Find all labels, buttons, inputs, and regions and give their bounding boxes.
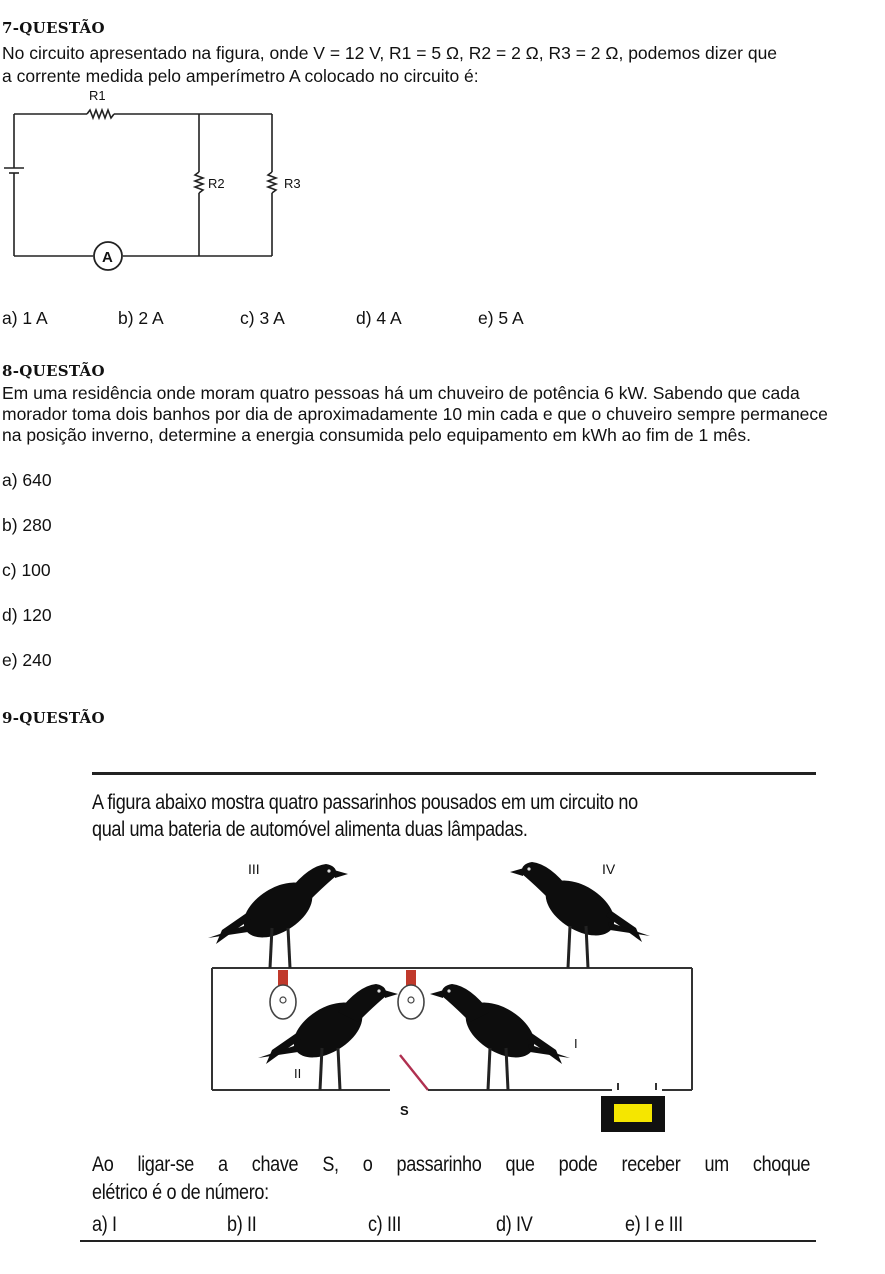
bulb-right — [398, 970, 424, 1019]
q9-question-line2: elétrico é o de número: — [92, 1181, 269, 1204]
q8-option-c[interactable]: c) 100 — [2, 560, 51, 580]
q8-statement-line1: Em uma residência onde moram quatro pessoas há um chuveiro de potência 6 kW. Sabendo que cada — [2, 383, 800, 403]
q7-title: 7-QUESTÃO — [2, 19, 105, 37]
car-battery-label — [614, 1104, 652, 1122]
q9-option-a[interactable]: a) I — [92, 1213, 117, 1236]
r1-label: R1 — [89, 88, 106, 103]
q7-circuit-diagram — [0, 86, 310, 276]
bird-iv — [510, 862, 650, 968]
r1-resistor — [87, 110, 114, 118]
q9-option-b[interactable]: b) II — [227, 1213, 257, 1236]
q7-option-c[interactable]: c) 3 A — [240, 308, 285, 328]
bird-ii-label: II — [294, 1066, 302, 1081]
q9-top-rule — [92, 772, 816, 775]
r3-label: R3 — [284, 176, 301, 191]
q7-option-a[interactable]: a) 1 A — [2, 308, 48, 328]
q9-option-c[interactable]: c) III — [368, 1213, 402, 1236]
q7-option-b[interactable]: b) 2 A — [118, 308, 164, 328]
switch-s-blade — [400, 1055, 428, 1090]
q9-intro-line1: A figura abaixo mostra quatro passarinhos pousados em um circuito no — [92, 791, 638, 814]
q8-title: 8-QUESTÃO — [2, 362, 105, 380]
q9-question-line1: Ao ligar-se a chave S, o passarinho que pode receber um choque — [92, 1153, 811, 1176]
q9-title: 9-QUESTÃO — [2, 709, 105, 727]
bulb-left — [270, 970, 296, 1019]
q8-option-d[interactable]: d) 120 — [2, 605, 52, 625]
q8-option-a[interactable]: a) 640 — [2, 470, 52, 490]
q9-option-e[interactable]: e) I e III — [625, 1213, 683, 1236]
q9-option-d[interactable]: d) IV — [496, 1213, 533, 1236]
q9-bottom-rule — [80, 1240, 816, 1242]
r3-resistor — [268, 172, 276, 193]
q9-bird-circuit-figure — [200, 850, 705, 1140]
q8-statement-line2: morador toma dois banhos por dia de aproximadamente 10 min cada e que o chuveiro sempre permanece — [2, 404, 828, 424]
r2-label: R2 — [208, 176, 225, 191]
q7-option-e[interactable]: e) 5 A — [478, 308, 524, 328]
q8-option-b[interactable]: b) 280 — [2, 515, 52, 535]
bird-iv-label: IV — [602, 861, 616, 877]
q8-option-e[interactable]: e) 240 — [2, 650, 52, 670]
ammeter-label: A — [102, 249, 113, 266]
q9-intro-line2: qual uma bateria de automóvel alimenta duas lâmpadas. — [92, 818, 528, 841]
q8-statement-line3: na posição inverno, determine a energia consumida pelo equipamento em kWh ao fim de 1 mês. — [2, 425, 752, 445]
switch-s-label: S — [400, 1103, 409, 1118]
bird-i — [430, 984, 570, 1090]
q7-statement-line2: a corrente medida pelo amperímetro A colocado no circuito é: — [2, 66, 479, 86]
r2-resistor — [195, 172, 203, 193]
bird-iii-label: III — [248, 861, 260, 877]
bird-i-label: I — [574, 1036, 578, 1051]
bird-iii — [208, 864, 348, 968]
q7-statement-line1: No circuito apresentado na figura, onde V = 12 V, R1 = 5 Ω, R2 = 2 Ω, R3 = 2 Ω, podemos dizer que — [2, 43, 778, 63]
q7-option-d[interactable]: d) 4 A — [356, 308, 402, 328]
